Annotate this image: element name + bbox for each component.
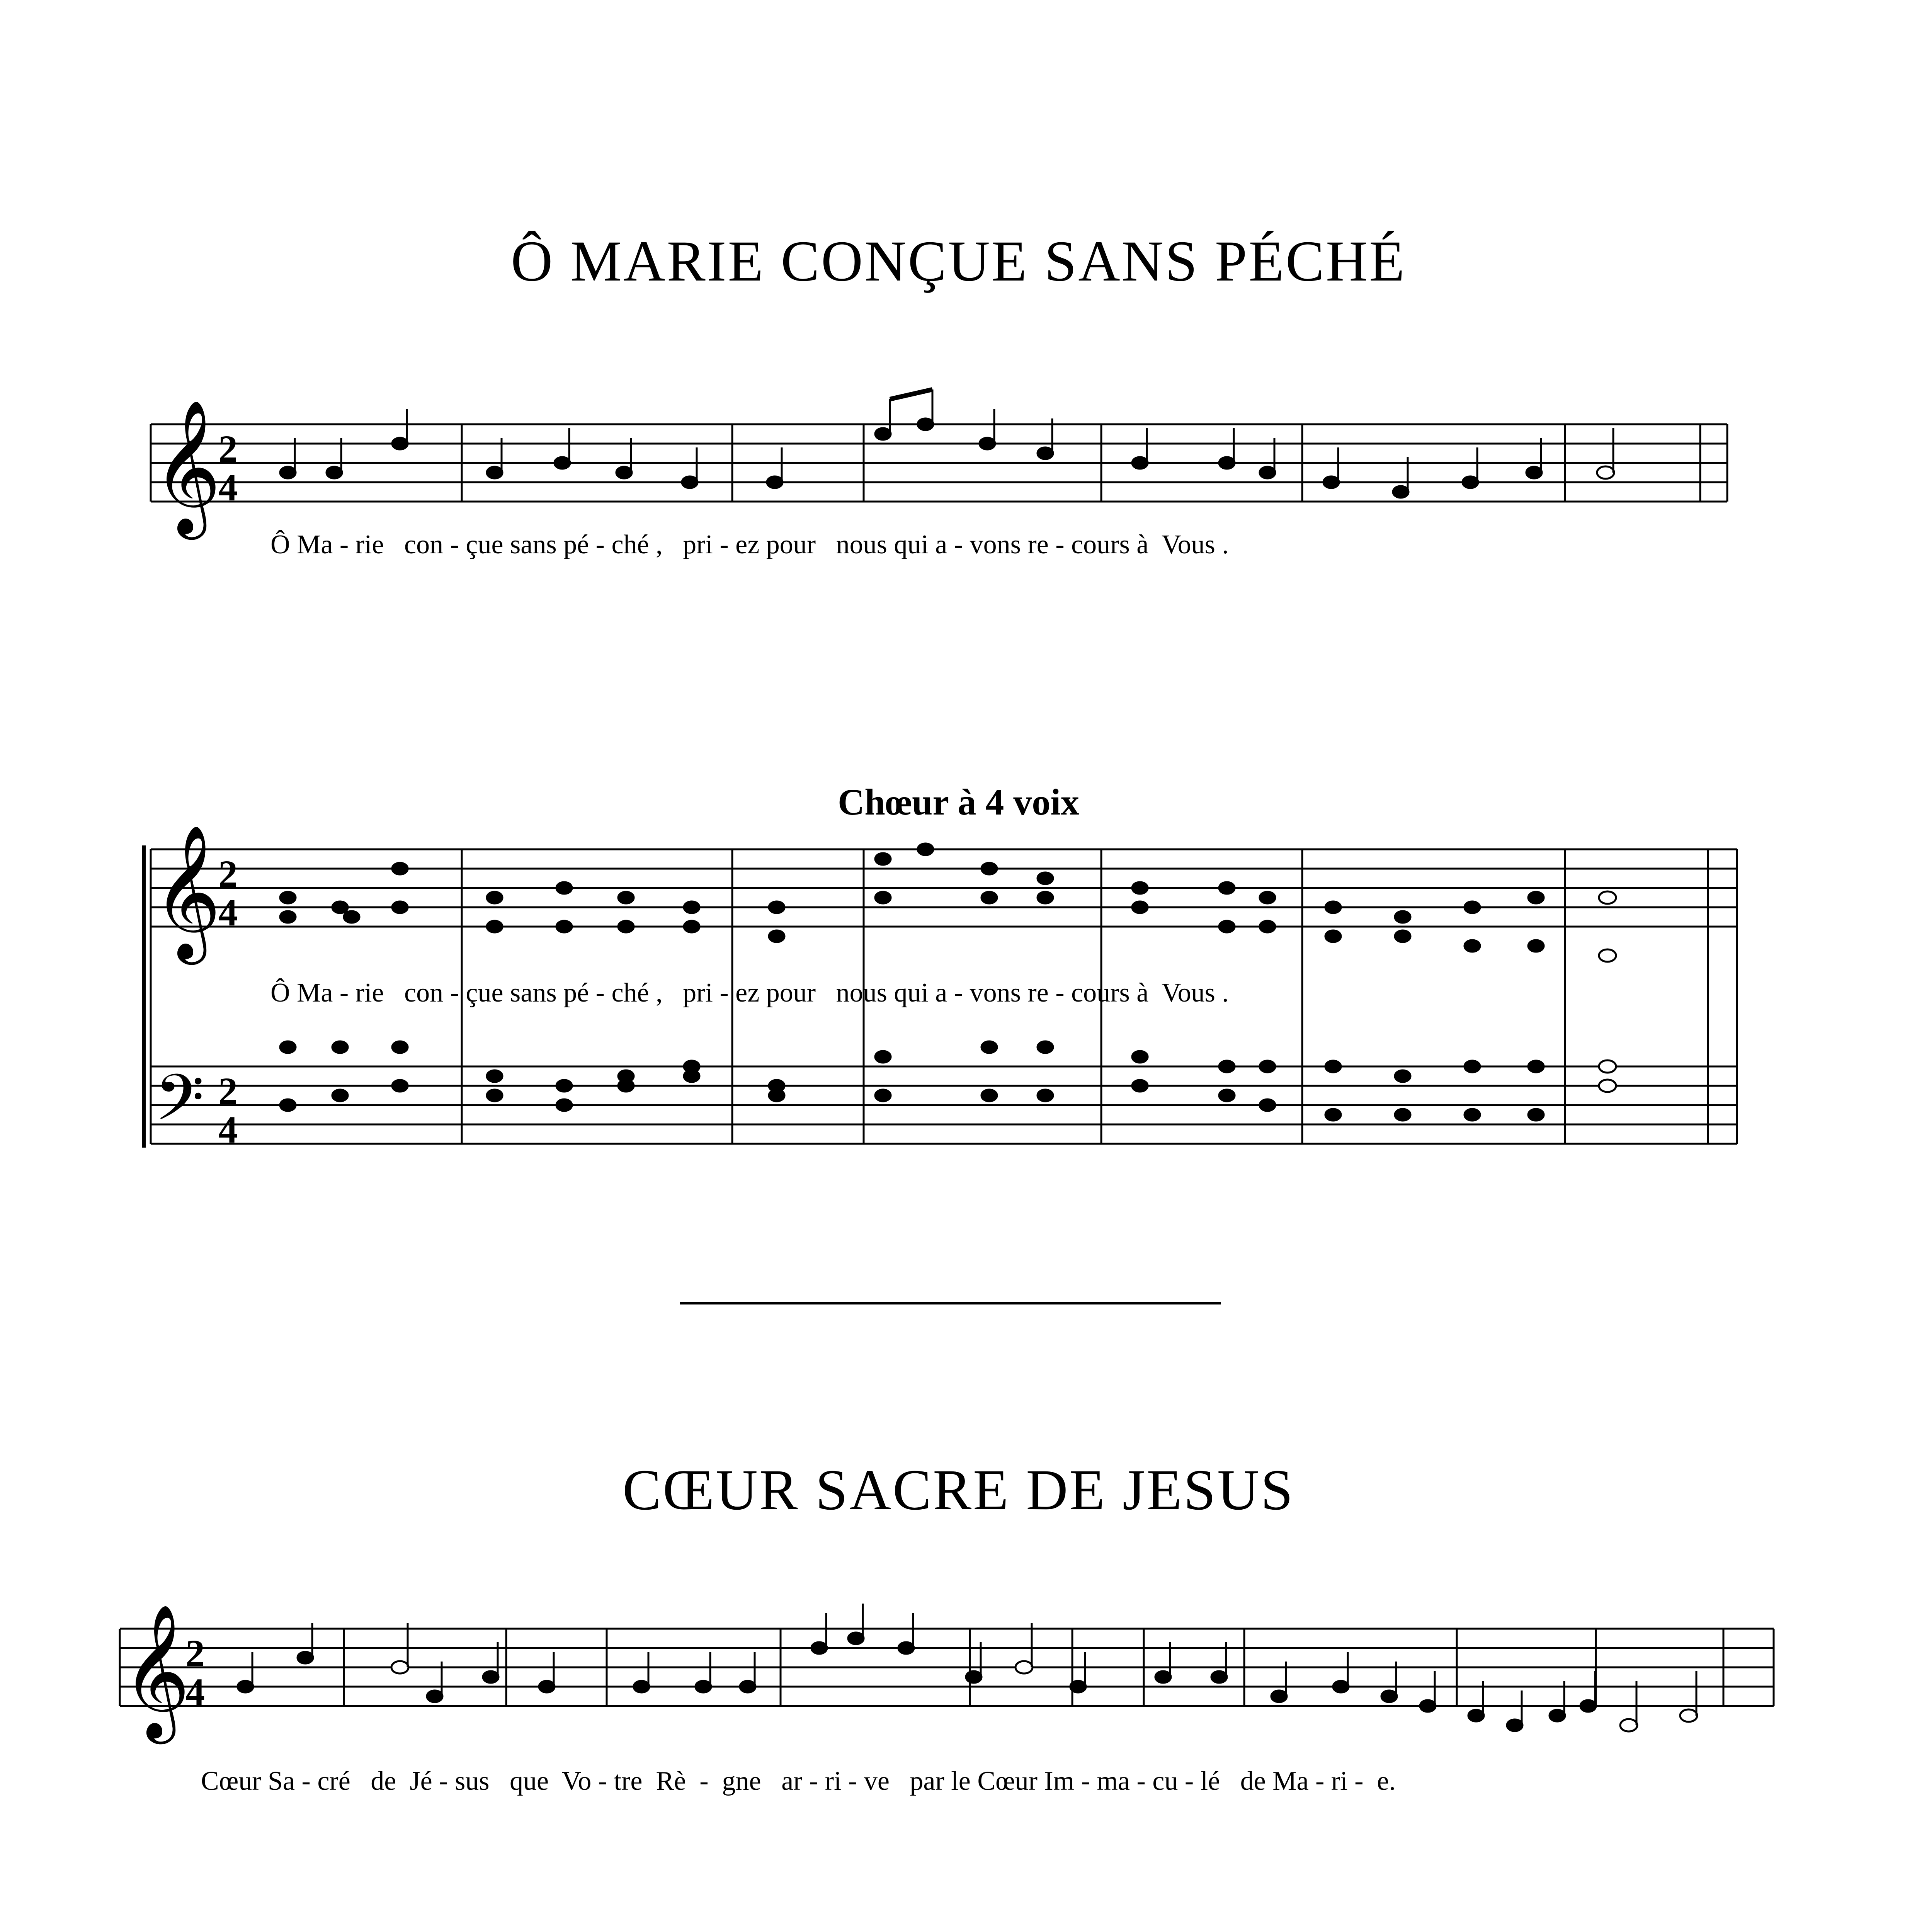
svg-text:2: 2 bbox=[218, 427, 238, 470]
song-1-title: Ô MARIE CONÇUE SANS PÉCHÉ bbox=[511, 229, 1406, 293]
svg-text:2: 2 bbox=[185, 1632, 205, 1675]
treble-clef-icon: 𝄞 bbox=[153, 824, 221, 959]
svg-text:2: 2 bbox=[218, 1070, 238, 1112]
section-divider bbox=[680, 1302, 1221, 1304]
svg-text:2: 2 bbox=[218, 852, 238, 895]
svg-text:4: 4 bbox=[218, 891, 238, 934]
svg-text:4: 4 bbox=[218, 1108, 238, 1151]
svg-text:4: 4 bbox=[185, 1670, 205, 1713]
song-1-choir-heading: Chœur à 4 voix bbox=[838, 781, 1079, 823]
treble-clef-icon: 𝄞 bbox=[122, 1603, 191, 1738]
song-1-melody-lyrics: Ô Ma - rie con - çue sans pé - ché , pri - ez pour nous qui a - vons re - cours à Vous . bbox=[270, 530, 1229, 560]
song-1-choir-lyrics: Ô Ma - rie con - çue sans pé - ché , pri - ez pour nous qui a - vons re - cours à Vous . bbox=[270, 978, 1229, 1008]
svg-text:4: 4 bbox=[218, 466, 238, 509]
song-2-title: CŒUR SACRE DE JESUS bbox=[623, 1458, 1294, 1522]
bass-clef-icon: 𝄢 bbox=[155, 1061, 204, 1151]
treble-clef-icon: 𝄞 bbox=[153, 399, 221, 534]
song-2-melody-lyrics: Cœur Sa - cré de Jé - sus que Vo - tre Rè - gne ar - ri - ve par le Cœur Im - ma - cu - lé de Ma - ri - e. bbox=[201, 1766, 1396, 1796]
